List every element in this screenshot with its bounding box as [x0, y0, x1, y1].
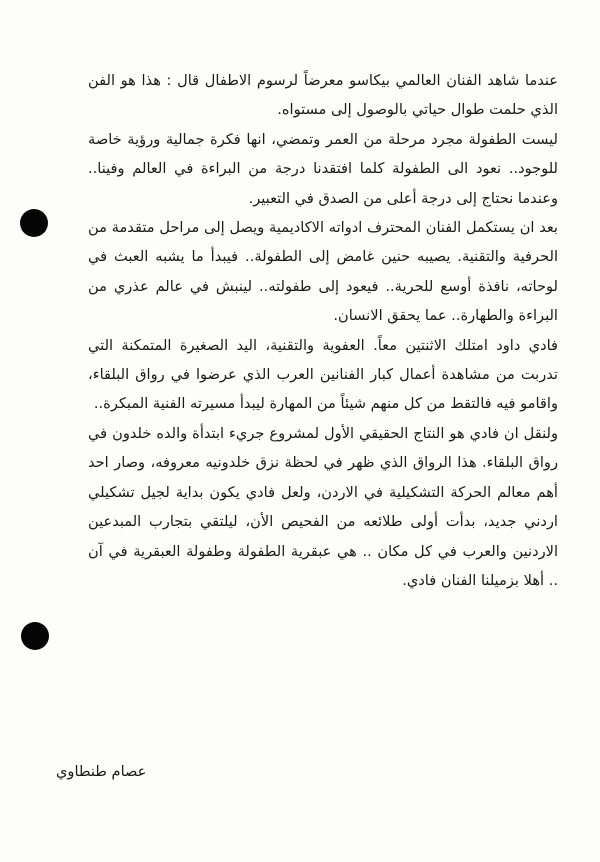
- paragraph-1: عندما شاهد الفنان العالمي بيكاسو معرضاً لرسوم الاطفال قال : هذا هو الفن الذي حلمت طوال حياتي بالوصول إلى مستواه.: [88, 72, 558, 119]
- paragraph-5: ولنقل ان فادي هو النتاج الحقيقي الأول لمشروع جريء ابتدأة والده خلدون في رواق البلقاء. هذا الرواق الذي ظهر في لحظة نزق خلدونيه معروفه، وصار احد أهم معالم الحركة التشكيلية في الاردن، ولعل فادي يكون بداية لجيل تشكيلي اردني جديد، بدأت أولى طلائعه من الفحيص الأن، ليلتقي بتجارب المبدعين الاردنين والعرب في كل مكان .. هي عبقرية الطفولة وطفولة العبقرية في آن .. أهلا بزميلنا الفنان فادي.: [88, 424, 558, 589]
- paragraph-4: فادي داود امتلك الاثنتين معاً. العفوية والتقنية، اليد الصغيرة المتمكنة التي تدربت من مشاهدة أعمال كبار الفنانين العرب الذي عرضوا في رواق البلقاء، واقامو فيه فالتقط من كل منهم شيئاً من المهارة ليبدأ مسيرته الفنية المبكرة..: [88, 336, 558, 413]
- author-signature: عصام طنطاوي: [56, 763, 147, 780]
- article-body: [88, 66, 558, 595]
- paragraph-3: بعد ان يستكمل الفنان المحترف ادواته الاكاديمية ويصل إلى مراحل متقدمة من الحرفية والتقنية. يصيبه حنين غامض إلى الطفولة.. فيبدأ ما يشبه العبث في لوحاته، نافذة أوسع للحرية.. فيعود إلى طفولته.. لينبش في عالم عذري من البراءة والطهارة.. عما يحقق الانسان.: [88, 219, 558, 325]
- punch-hole-top: [20, 209, 48, 237]
- paragraph-2: ليست الطفولة مجرد مرحلة من العمر وتمضي، انها فكرة جمالية ورؤية خاصة للوجود.. نعود الى الطفولة كلما افتقدنا درجة من البراءة في العالم وفينا.. وعندما نحتاج إلى درجة أعلى من الصدق في التعبير.: [88, 130, 558, 207]
- punch-hole-bottom: [21, 622, 49, 650]
